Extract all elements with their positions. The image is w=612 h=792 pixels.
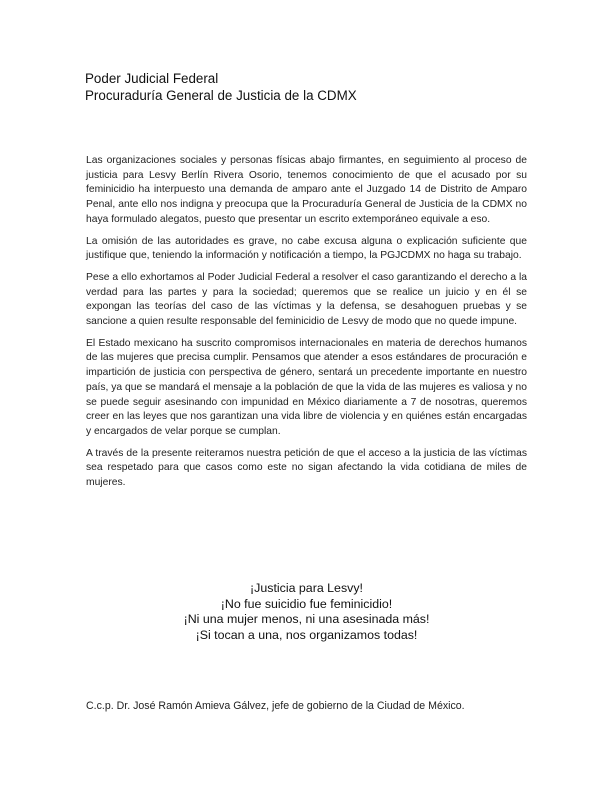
slogans-block bbox=[86, 581, 527, 643]
slogan-line: ¡Si tocan a una, nos organizamos todas! bbox=[195, 627, 418, 642]
letter-body bbox=[86, 154, 527, 498]
paragraph-exhortation: Pese a ello exhortamos al Poder Judicial Federal a resolver el caso garantizando el derecho a la verdad para las partes y para la sociedad; queremos que se realice un juicio y en él se expongan las teorías del caso de las víctimas y la defensa, se desahoguen pruebas y se sancione a quien resulte responsable del feminicidio de Lesvy de modo que no quede impune. bbox=[86, 271, 527, 328]
addressee-line-procuraduria: Procuraduría General de Justicia de la CDMX bbox=[85, 88, 357, 103]
addressee-block bbox=[85, 70, 525, 104]
paragraph-omission: La omisión de las autoridades es grave, no cabe excusa alguna o explicación suficiente que justifique que, teniendo la información y notificación a tiempo, la PGJCDMX no haga su trabajo. bbox=[86, 235, 527, 262]
addressee-line-judicial: Poder Judicial Federal bbox=[85, 71, 219, 86]
paragraph-petition: A través de la presente reiteramos nuestra petición de que el acceso a la justicia de las víctimas sea respetado para que casos como este no sigan afectando la vida cotidiana de miles de mujeres. bbox=[86, 447, 527, 489]
slogan-line: ¡Justicia para Lesvy! bbox=[250, 581, 363, 595]
paragraph-intro: Las organizaciones sociales y personas físicas abajo firmantes, en seguimiento al proceso de justicia para Lesvy Berlín Rivera Osorio, tenemos conocimiento de que el acusado por su feminicidio ha interpuesto una demanda de amparo ante el Juzgado 14 de Distrito de Amparo Penal, ante ello nos indigna y preocupa que la Procuraduría General de Justicia de la CDMX no haya formulado alegatos, puesto que presentar un escrito extemporáneo equivale a eso. bbox=[86, 155, 527, 225]
carbon-copy-line: C.c.p. Dr. José Ramón Amieva Gálvez, jefe de gobierno de la Ciudad de México. bbox=[86, 700, 465, 712]
slogan-line: ¡No fue suicidio fue feminicidio! bbox=[220, 596, 393, 611]
slogan-line: ¡Ni una mujer menos, ni una asesinada más! bbox=[183, 612, 430, 627]
paragraph-international-commitments: El Estado mexicano ha suscrito compromisos internacionales en materia de derechos humanos de las mujeres que precisa cumplir. Pensamos que atender a esos estándares de procuración e impartición de justicia con perspectiva de género, sentará un precedente importante en nuestro país, ya que se mandará el mensaje a la población de que la vida de las mujeres es valiosa y no se puede seguir asesinando con impunidad en México diariamente a 7 de nosotras, queremos creer en las leyes que nos garantizan una vida libre de violencia y en quiénes están encargadas y encargados de velar porque se cumplan. bbox=[86, 337, 527, 437]
